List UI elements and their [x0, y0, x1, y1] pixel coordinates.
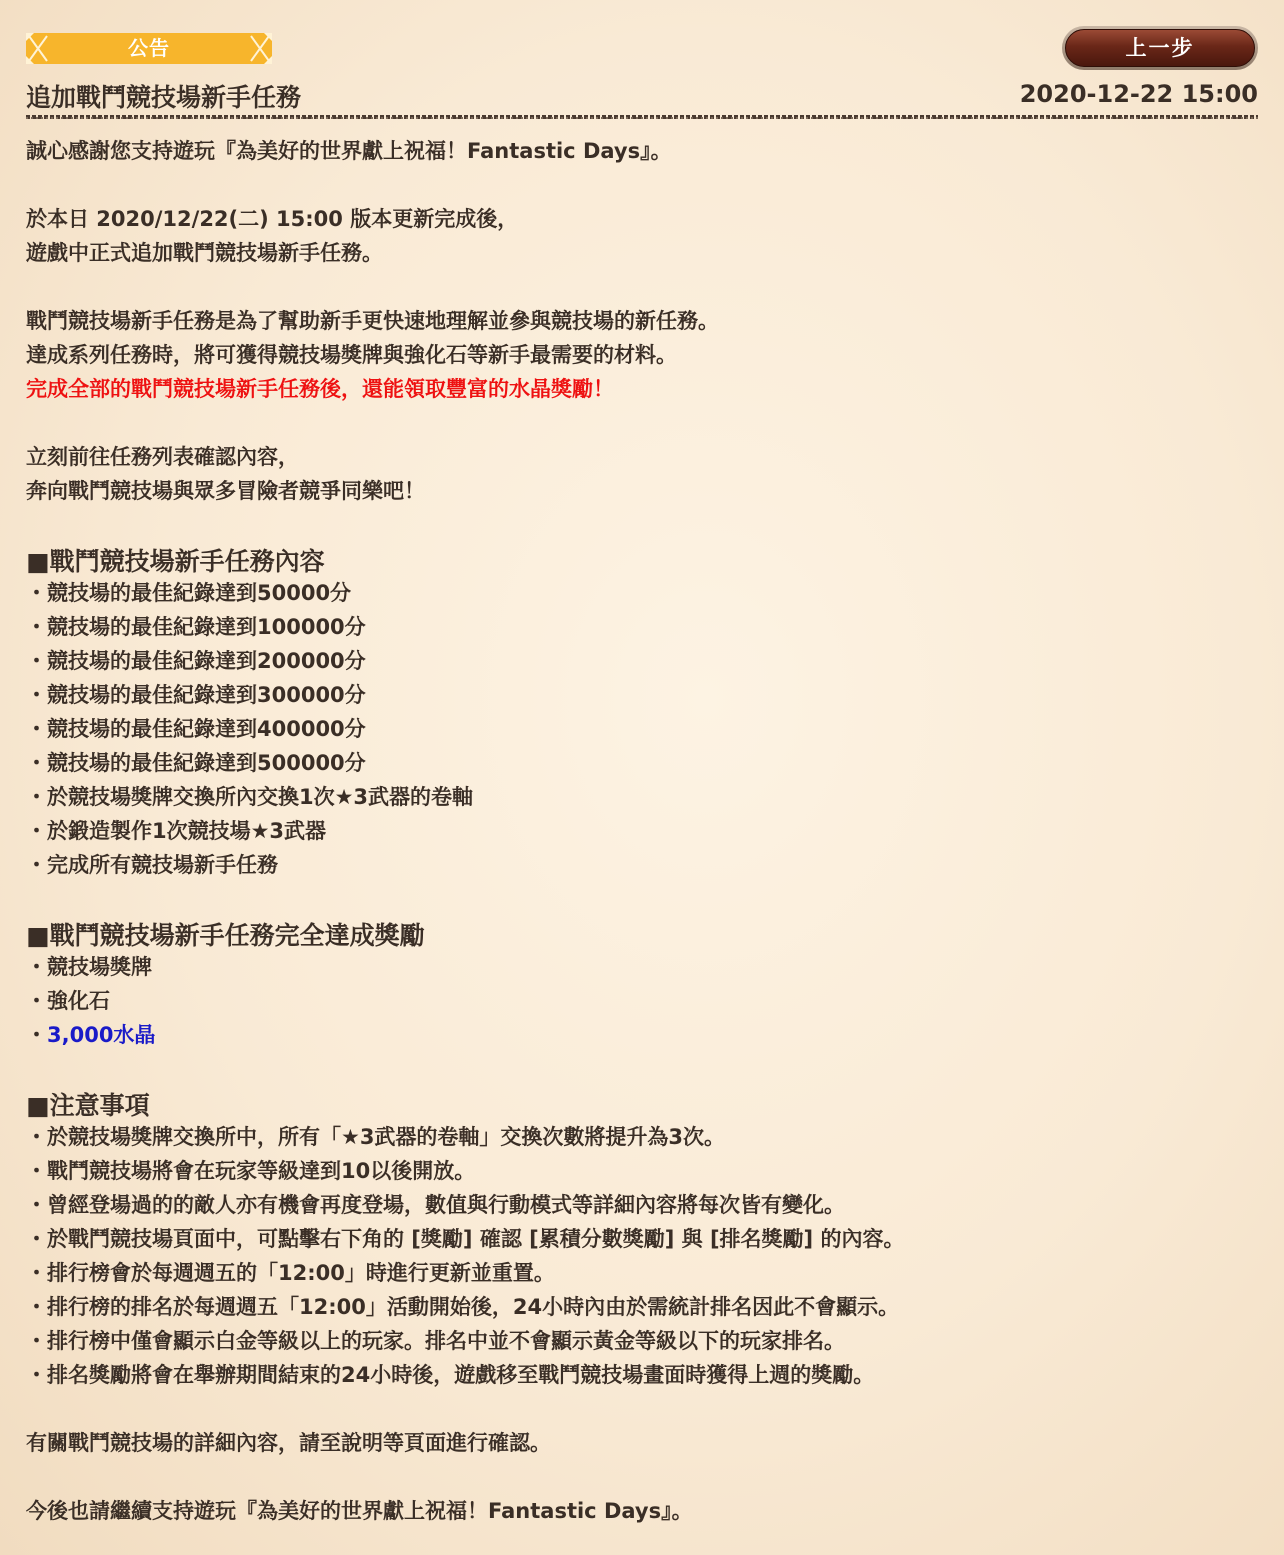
spacer: [26, 1392, 1266, 1426]
rewards-heading: ■戰鬥競技場新手任務完全達成獎勵: [26, 921, 425, 950]
mission-item: ・於競技場獎牌交換所內交換1次★3武器的卷軸: [26, 785, 474, 809]
mission-item: ・競技場的最佳紀錄達到200000分: [26, 649, 366, 673]
title-divider: [26, 115, 1258, 119]
note-item: ・排行榜中僅會顯示白金等級以上的玩家。排名中並不會顯示黃金等級以下的玩家排名。: [26, 1329, 845, 1353]
spacer: [26, 508, 1266, 542]
notice-date: 2020-12-22 15:00: [1019, 80, 1258, 108]
mission-item: ・競技場的最佳紀錄達到300000分: [26, 683, 366, 707]
bullet: ・: [26, 1023, 47, 1047]
spacer: [26, 406, 1266, 440]
cta-text-2: 奔向戰鬥競技場與眾多冒險者競爭同樂吧！: [26, 479, 425, 503]
mission-item: ・於鍛造製作1次競技場★3武器: [26, 819, 327, 843]
detail-text: 有關戰鬥競技場的詳細內容，請至說明等頁面進行確認。: [26, 1431, 551, 1455]
notes-heading: ■注意事項: [26, 1091, 150, 1120]
back-button[interactable]: [1062, 26, 1258, 70]
notice-title: 追加戰鬥競技場新手任務: [26, 83, 302, 112]
tag-label: 公告: [128, 36, 170, 60]
spacer: [26, 168, 1266, 202]
mission-item: ・完成所有競技場新手任務: [26, 853, 278, 877]
update-text-1: 於本日 2020/12/22(二) 15:00 版本更新完成後，: [26, 207, 519, 231]
mission-item: ・競技場的最佳紀錄達到500000分: [26, 751, 366, 775]
note-item: ・曾經登場過的的敵人亦有機會再度登場，數值與行動模式等詳細內容將每次皆有變化。: [26, 1193, 845, 1217]
reward-item: ・競技場獎牌: [26, 955, 152, 979]
note-item: ・戰鬥競技場將會在玩家等級達到10以後開放。: [26, 1159, 476, 1183]
spacer: [26, 882, 1266, 916]
mission-item: ・競技場的最佳紀錄達到100000分: [26, 615, 366, 639]
update-text-2: 遊戲中正式追加戰鬥競技場新手任務。: [26, 241, 383, 265]
reward-item-crystal: [26, 1018, 1266, 1052]
mission-item: ・競技場的最佳紀錄達到400000分: [26, 717, 366, 741]
intro-text: 誠心感謝您支持遊玩『為美好的世界獻上祝福！Fantastic Days』。: [26, 139, 672, 163]
highlight-reward-text: 完成全部的戰鬥競技場新手任務後，還能領取豐富的水晶獎勵！: [26, 377, 614, 401]
notice-category-tag: [26, 33, 272, 64]
spacer: [26, 270, 1266, 304]
back-button-label[interactable]: 上一步: [1065, 29, 1255, 67]
note-item: ・排行榜的排名於每週週五「12:00」活動開始後，24小時內由於需統計排名因此不會顯示。: [26, 1295, 900, 1319]
note-item: ・於戰鬥競技場頁面中，可點擊右下角的 [獎勵] 確認 [累積分數獎勵] 與 [排名獎勵] 的內容。: [26, 1227, 905, 1251]
spacer: [26, 1460, 1266, 1494]
note-item: ・排名獎勵將會在舉辦期間結束的24小時後，遊戲移至戰鬥競技場畫面時獲得上週的獎勵。: [26, 1363, 875, 1387]
closing-text: 今後也請繼續支持遊玩『為美好的世界獻上祝福！Fantastic Days』。: [26, 1499, 693, 1523]
notice-body: [26, 134, 1266, 1528]
note-item: ・於競技場獎牌交換所中，所有「★3武器的卷軸」交換次數將提升為3次。: [26, 1125, 726, 1149]
mission-item: ・競技場的最佳紀錄達到50000分: [26, 581, 352, 605]
crystal-reward-amount: 3,000水晶: [47, 1023, 156, 1047]
missions-heading: ■戰鬥競技場新手任務內容: [26, 547, 325, 576]
reward-item: ・強化石: [26, 989, 110, 1013]
note-item: ・排行榜會於每週週五的「12:00」時進行更新並重置。: [26, 1261, 555, 1285]
spacer: [26, 1052, 1266, 1086]
cta-text-1: 立刻前往任務列表確認內容，: [26, 445, 299, 469]
description-text-2: 達成系列任務時，將可獲得競技場獎牌與強化石等新手最需要的材料。: [26, 343, 677, 367]
description-text-1: 戰鬥競技場新手任務是為了幫助新手更快速地理解並參與競技場的新任務。: [26, 309, 719, 333]
